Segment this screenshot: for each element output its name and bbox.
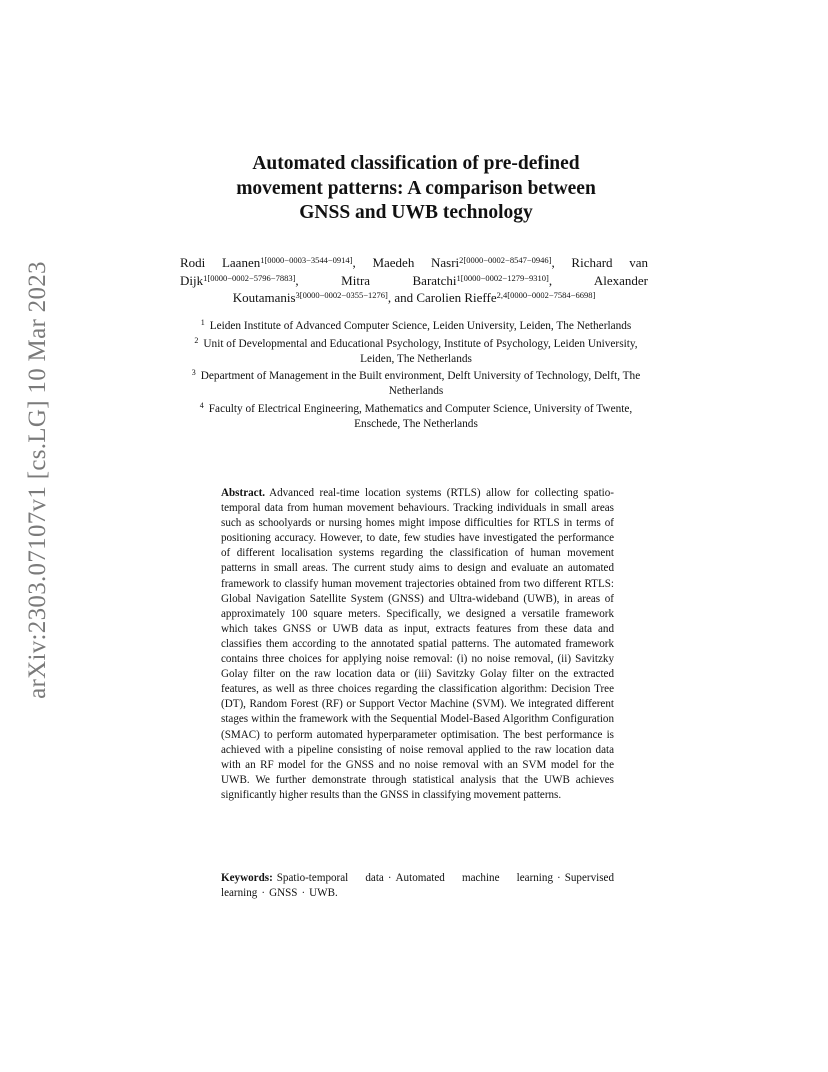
author-separator: ,	[551, 255, 572, 270]
author	[341, 273, 549, 288]
author-affiliation-number: 1	[456, 272, 461, 283]
author-affiliation-number: 2	[459, 255, 464, 265]
keyword: Supervised learning	[221, 872, 615, 900]
author	[180, 255, 353, 270]
affiliation	[178, 334, 654, 367]
author-name: Mitra Baratchi	[341, 272, 457, 288]
affiliation-number: 3	[191, 368, 196, 378]
author-name: Maedeh Nasri	[372, 255, 460, 270]
affiliation	[178, 366, 654, 399]
keywords	[221, 871, 614, 901]
author-orcid: [0000−0002−5796−7883]	[207, 272, 296, 283]
affiliation-text: Unit of Developmental and Educational Psychology, Institute of Psychology, Leiden University, Leiden, The Netherlands	[203, 337, 638, 365]
author	[416, 290, 595, 305]
title-line: Automated classification of pre-defined	[252, 153, 580, 174]
author-separator: ,	[352, 255, 373, 270]
keyword: Spatio-temporal data	[276, 872, 384, 884]
author-orcid: [0000−0002−0355−1276]	[299, 290, 388, 301]
keyword-separator: ·	[557, 872, 561, 884]
keyword: Automated machine learning	[395, 872, 553, 884]
author-affiliation-number: 2,4	[496, 290, 508, 301]
author-name: Rodi Laanen	[180, 255, 261, 270]
author-orcid: [0000−0002−7584−6698]	[507, 290, 596, 301]
author-affiliation-number: 1	[260, 255, 265, 265]
author-list	[180, 253, 648, 306]
author-separator: ,	[548, 272, 594, 288]
keyword-separator: ·	[387, 872, 392, 884]
author	[372, 255, 551, 270]
keyword: GNSS	[269, 887, 298, 900]
arxiv-identifier	[16, 261, 60, 699]
affiliation-number: 2	[194, 335, 199, 345]
keyword: UWB.	[309, 887, 338, 900]
arxiv-identifier-text: arXiv:2303.07107v1 [cs.LG] 10 Mar 2023	[24, 261, 51, 699]
author-separator: ,	[295, 272, 342, 288]
affiliation-number: 4	[199, 400, 204, 410]
affiliation-text: Leiden Institute of Advanced Computer Science, Leiden University, Leiden, The Netherlands	[209, 320, 632, 332]
abstract	[221, 486, 614, 803]
author-and: , and	[387, 290, 417, 306]
author-affiliation-number: 1	[203, 272, 208, 283]
author-name: Carolien Rieffe	[416, 290, 497, 306]
author-name: Richard van Dijk	[180, 255, 649, 288]
keyword-separator: ·	[301, 887, 306, 900]
affiliation	[178, 399, 654, 432]
author-orcid: [0000−0002−8547−0946]	[463, 255, 552, 265]
keyword-separator: ·	[261, 887, 266, 900]
paper-title	[170, 152, 662, 226]
affiliation-text: Department of Management in the Built environment, Delft University of Technology, Delft, The Netherlands	[200, 370, 641, 398]
abstract-text: Advanced real-time location systems (RTLS) allow for collecting spatio-temporal data from human movement behaviours. Tracking individuals in small areas such as schoolyards or nursing homes might impose difficulties for RTLS in terms of positioning accuracy. However, to date, few studies have investigated the performance of different localisation systems regarding the classification of human movement patterns in small areas. The current study aims to design and evaluate an automated framework to classify human movement trajectories obtained from two different RTLS: Global Navigation Satellite System (GNSS) and Ultra-wideband (UWB), in areas of approximately 100 square meters. Specifically, we designed a versatile framework which takes GNSS or UWB data as input, extracts features from these data and classifies them according to the annotated spatial patterns. The automated framework contains three choices for applying noise removal: (i) no noise removal, (ii) Savitzky Golay filter on the raw location data or (iii) Savitzky Golay filter on the extracted features, as well as three choices regarding the classification algorithm: Decision Tree (DT), Random Forest (RF) or Support Vector Machine (SVM). We integrated different stages within the framework with the Sequential Model-Based Algorithm Configuration (SMAC) to perform automated hyperparameter optimisation. The best performance is achieved with a pipeline consisting of noise removal applied to the raw location data with an RF model for the GNSS and no noise removal with an SVM model for the UWB. We further demonstrate through statistical analysis that the UWB achieves significantly higher results than the GNSS in classifying movement patterns.	[221, 487, 614, 801]
author-affiliation-number: 3	[295, 290, 300, 301]
keywords-label: Keywords:	[221, 872, 273, 884]
affiliation-number: 1	[200, 318, 205, 327]
affiliation-text: Faculty of Electrical Engineering, Mathematics and Computer Science, University of Twente, Enschede, The Netherlands	[208, 402, 633, 430]
author-orcid: [0000−0002−1279−9310]	[460, 272, 549, 283]
affiliation	[178, 316, 654, 334]
abstract-label: Abstract.	[221, 487, 266, 499]
title-line: GNSS and UWB technology	[299, 202, 533, 223]
author-orcid: [0000−0003−3544−0914]	[264, 255, 353, 265]
affiliation-list	[178, 316, 654, 432]
author-name: Alexander Koutamanis	[232, 272, 648, 306]
title-line: movement patterns: A comparison between	[236, 177, 596, 199]
